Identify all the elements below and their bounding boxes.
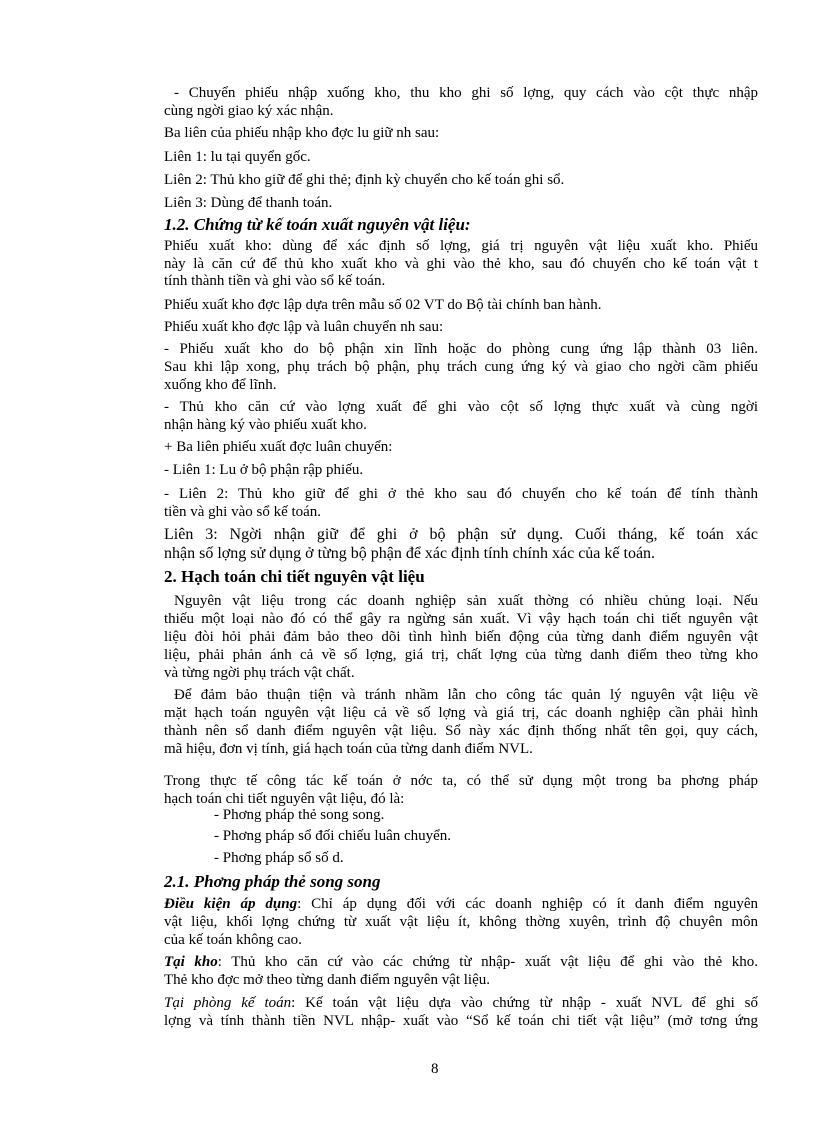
- paragraph-text: : Thủ kho căn cứ vào các chứng từ nhập- xuất vật liệu để ghi vào thẻ kho.: [217, 954, 758, 970]
- paragraph-text: : Kế toán vật liệu dựa vào chứng từ nhập - xuất NVL để ghi số: [291, 995, 758, 1011]
- paragraph-line: thành nên sổ danh điểm nguyên vật liệu. Sổ này xác định thống nhất tên gọi, quy cách,: [164, 723, 758, 739]
- paragraph-line: lợng và tính thành tiền NVL nhập- xuất vào “Sổ kế toán chi tiết vật liệu” (mở tơng ứng: [164, 1013, 758, 1029]
- term-label: Điều kiện áp dụng: [164, 896, 298, 912]
- term-label: Tại phòng kế toán: [164, 995, 292, 1011]
- paragraph-line: + Ba liên phiếu xuất đợc luân chuyển:: [164, 439, 393, 455]
- section-heading-2-1: 2.1. Phơng pháp thẻ song song: [164, 872, 381, 891]
- term-label: Tại kho: [164, 954, 218, 970]
- paragraph-line: tiền và ghi vào sổ kế toán.: [164, 504, 322, 520]
- paragraph-line: - Phiếu xuất kho do bộ phận xin lĩnh hoặc do phòng cung ứng lập thành 03 liên.: [164, 341, 758, 357]
- paragraph-line: Để đảm bảo thuận tiện và tránh nhầm lẫn cho công tác quản lý nguyên vật liệu về: [174, 687, 758, 703]
- paragraph-line: mặt hạch toán nguyên vật liệu cả về số lợng và giá trị, các doanh nghiệp cần phải hình: [164, 705, 758, 721]
- paragraph-line: Sau khi lập xong, phụ trách bộ phận, phụ trách cung ứng ký và giao cho ngời cầm phiếu: [164, 359, 758, 375]
- paragraph-line: nhận hàng ký vào phiếu xuất kho.: [164, 417, 367, 433]
- paragraph-line: cùng ngời giao ký xác nhận.: [164, 103, 334, 119]
- paragraph-line: Phiếu xuất kho: dùng để xác định số lợng, giá trị nguyên vật liệu xuất kho. Phiếu: [164, 238, 758, 254]
- paragraph-line: xuống kho để lĩnh.: [164, 377, 277, 393]
- paragraph-line: và từng ngời phụ trách vật chất.: [164, 665, 355, 681]
- paragraph-line: nhận số lợng sử dụng ở từng bộ phận để xác định tính chính xác của kế toán.: [164, 545, 656, 562]
- section-heading-1-2: 1.2. Chứng từ kế toán xuất nguyên vật liệu:: [164, 215, 471, 234]
- paragraph-line: tính thành tiền và ghi vào sổ kế toán.: [164, 273, 386, 289]
- list-item: - Phơng pháp thẻ song song.: [214, 807, 385, 823]
- paragraph-line: - Liên 2: Thủ kho giữ để ghi ở thẻ kho sau đó chuyển cho kế toán để tính thành: [164, 486, 758, 502]
- paragraph-line: Liên 1: lu tại quyển gốc.: [164, 149, 311, 165]
- paragraph-line: vật liệu, khối lợng chứng từ xuất vật liệu ít, không thờng xuyên, trình độ chuyên môn: [164, 914, 758, 930]
- paragraph-line: Liên 3: Ngời nhận giữ để ghi ở bộ phận sử dụng. Cuối tháng, kế toán xác: [164, 526, 758, 543]
- paragraph-line: Nguyên vật liệu trong các doanh nghiệp sản xuất thờng có nhiều chủng loại. Nếu: [174, 593, 758, 609]
- paragraph-line: thiếu một loại nào đó có thể gây ra ngừng sản xuất. Vì vậy hạch toán chi tiết nguyên vật: [164, 611, 758, 627]
- paragraph-line: - Liên 1: Lu ở bộ phận rập phiếu.: [164, 462, 364, 478]
- paragraph-line: liệu, phải phản ánh cả về số lợng, giá trị, chất lợng của từng danh điểm theo từng kho: [164, 647, 758, 663]
- paragraph-line: [164, 896, 758, 913]
- paragraph-line: này là căn cứ để thủ kho xuất kho và ghi vào thẻ kho, sau đó chuyển cho kế toán vật t: [164, 256, 758, 272]
- paragraph-line: Liên 2: Thủ kho giữ để ghi thẻ; định kỳ chuyển cho kế toán ghi sổ.: [164, 172, 565, 188]
- paragraph-line: Liên 3: Dùng để thanh toán.: [164, 195, 333, 211]
- paragraph-line: Phiếu xuất kho đợc lập dựa trên mẫu số 02 VT do Bộ tài chính ban hành.: [164, 297, 602, 313]
- paragraph-line: liệu đòi hỏi phải đảm bảo theo dõi tình hình biến động của từng danh điểm nguyên vật: [164, 629, 758, 645]
- paragraph-text: : Chỉ áp dụng đối với các doanh nghiệp có ít danh điểm nguyên: [297, 896, 758, 912]
- paragraph-line: - Thủ kho căn cứ vào lợng xuất để ghi vào cột số lợng thực xuất và cùng ngời: [164, 399, 758, 415]
- paragraph-line: của kế toán không cao.: [164, 932, 302, 948]
- page-number: 8: [431, 1061, 439, 1077]
- paragraph-line: Ba liên của phiếu nhập kho đợc lu giữ nh sau:: [164, 125, 440, 141]
- section-heading-2: 2. Hạch toán chi tiết nguyên vật liệu: [164, 567, 425, 586]
- paragraph-line: Thẻ kho đợc mở theo từng danh điểm nguyên vật liệu.: [164, 972, 491, 988]
- paragraph-line: [164, 995, 758, 1012]
- paragraph-line: Phiếu xuất kho đợc lập và luân chuyển nh sau:: [164, 319, 444, 335]
- paragraph-line: hạch toán chi tiết nguyên vật liệu, đó là:: [164, 791, 405, 807]
- list-item: - Phơng pháp sổ số d.: [214, 850, 344, 866]
- paragraph-line: mã hiệu, đơn vị tính, giá hạch toán của từng danh điểm NVL.: [164, 741, 533, 757]
- list-item: - Phơng pháp sổ đối chiếu luân chuyển.: [214, 828, 452, 844]
- paragraph-line: Trong thực tế công tác kế toán ở nớc ta, có thể sử dụng một trong ba phơng pháp: [164, 773, 758, 789]
- paragraph-line: - Chuyển phiếu nhập xuống kho, thu kho ghi số lợng, quy cách vào cột thực nhập: [174, 85, 758, 101]
- paragraph-line: [164, 954, 758, 971]
